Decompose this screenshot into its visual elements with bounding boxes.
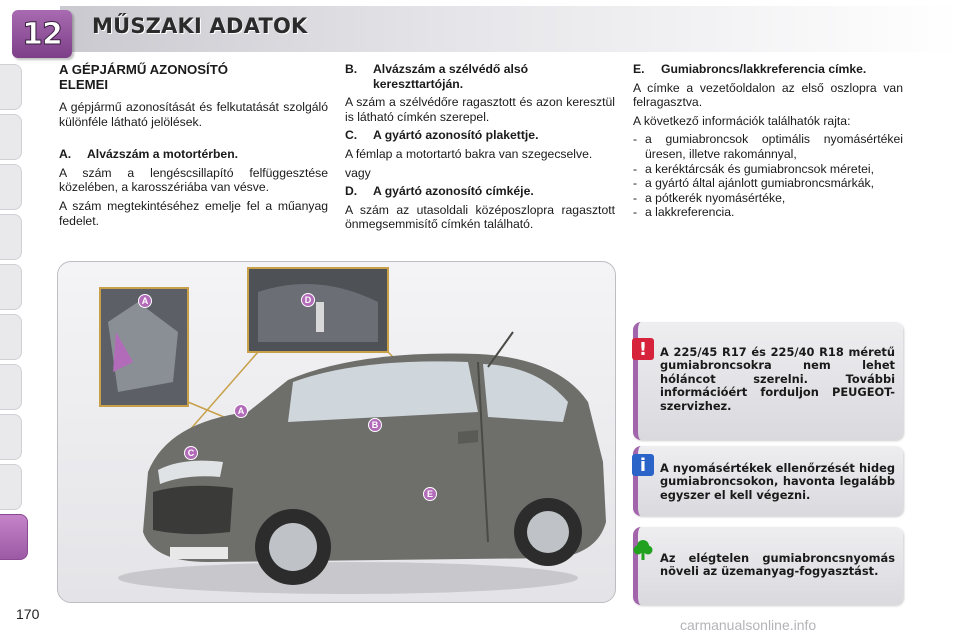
list-item: - a gyártó által ajánlott gumiabroncsmárkák, — [633, 176, 903, 191]
item-label: E. — [633, 62, 645, 76]
tree-icon — [632, 539, 654, 561]
section-heading-line: A GÉPJÁRMŰ AZONOSÍTÓ — [59, 62, 229, 77]
item-title: Alvázszám a motortérben. — [87, 147, 239, 162]
warning-text: A 225/45 R17 és 225/40 R18 méretű gumiabroncsokra nem lehet hóláncot szerelni. További információért forduljon PEUGEOT-szervizhez. — [660, 345, 895, 413]
item-title: A gyártó azonosító címkéje. — [373, 184, 534, 199]
chapter-tab[interactable] — [0, 214, 22, 260]
column-identification-intro — [59, 62, 328, 232]
marker-a: A — [234, 404, 248, 418]
info-notice — [633, 446, 903, 516]
chapter-number: 12 — [22, 16, 62, 52]
page-header — [0, 0, 960, 58]
column-tyre-label — [633, 62, 903, 224]
item-a-heading — [59, 147, 328, 162]
item-a-text: A szám megtekintéséhez emelje fel a műanyag fedelet. — [59, 198, 328, 228]
section-heading-line: ELEMEI — [59, 77, 109, 92]
list-item: - a keréktárcsák és gumiabroncsok méretei, — [633, 162, 903, 177]
eco-text: Az elégtelen gumiabroncsnyomás növeli az üzemanyag-fogyasztást. — [660, 551, 895, 579]
item-c-text: A fémlap a motortartó bakra van szegecselve. — [345, 146, 593, 161]
info-icon — [632, 454, 654, 476]
eco-notice — [633, 527, 903, 605]
item-title: Gumiabroncs/lakkreferencia címke. — [661, 62, 867, 76]
list-item: - a lakkreferencia. — [633, 205, 903, 220]
item-b-text: A szám a szélvédőre ragasztott és azon keresztül is látható címkén szerepel. — [345, 95, 615, 124]
marker-c: C — [184, 446, 198, 460]
item-label: D. — [345, 184, 358, 199]
callout-engine-bay — [100, 288, 236, 422]
watermark: carmanualsonline.info — [680, 617, 817, 633]
chapter-tabs — [0, 64, 30, 584]
item-title: A gyártó azonosító plakettje. — [373, 128, 539, 143]
item-e-text: A következő információk találhatók rajta: — [633, 113, 851, 128]
chapter-tab[interactable] — [0, 64, 22, 110]
tree-icon-shape — [633, 539, 653, 561]
marker-d-callout: D — [301, 293, 315, 307]
warning-icon — [632, 338, 654, 360]
chapter-tab[interactable] — [0, 164, 22, 210]
car-body — [118, 332, 606, 594]
chapter-tab-active[interactable] — [0, 514, 28, 560]
chapter-tab[interactable] — [0, 114, 22, 160]
warning-icon-glyph: ! — [638, 338, 648, 360]
item-c-heading — [345, 128, 615, 143]
item-d-heading — [345, 184, 615, 199]
item-title: Alvázszám a szélvédő alsó kereszttartóján. — [373, 62, 529, 91]
item-label: C. — [345, 128, 358, 143]
or-text: vagy — [345, 165, 371, 180]
marker-e: E — [423, 487, 437, 501]
marker-b: B — [368, 418, 382, 432]
chapter-badge — [12, 10, 72, 58]
marker-a-callout: A — [138, 294, 152, 308]
item-e-heading — [633, 62, 903, 77]
chapter-tab[interactable] — [0, 464, 22, 510]
item-e-text: A címke a vezetőoldalon az első oszlopra van felragasztva. — [633, 80, 903, 110]
column-identification-items — [345, 62, 615, 236]
page-title: MŰSZAKI ADATOK — [92, 14, 308, 38]
car-drawing — [58, 262, 616, 603]
list-item: - a pótkerék nyomásértéke, — [633, 191, 903, 206]
intro-text: A gépjármű azonosítását és felkutatását szolgáló különféle látható jelölések. — [59, 100, 328, 129]
list-item: - a gumiabroncsok optimális nyomásértékei üresen, illetve rakománnyal, — [633, 132, 903, 161]
info-text: A nyomásértékek ellenőrzését hideg gumiabroncsokon, havonta legalább egyszer el kell végezni. — [660, 461, 895, 502]
section-heading — [59, 62, 328, 92]
item-label: B. — [345, 62, 358, 76]
chapter-tab[interactable] — [0, 364, 22, 410]
item-label: A. — [59, 147, 72, 162]
chapter-tab[interactable] — [0, 264, 22, 310]
tyre-info-list — [633, 132, 903, 220]
item-d-text: A szám az utasoldali középoszlopra ragasztott önmegsemmisítő címkén található. — [345, 202, 615, 232]
page-number: 170 — [16, 606, 40, 622]
item-b-heading — [345, 62, 615, 91]
warning-notice — [633, 322, 903, 440]
chapter-tab[interactable] — [0, 414, 22, 460]
vehicle-identification-illustration — [57, 261, 616, 603]
item-a-text: A szám a lengéscsillapító felfüggesztése közelében, a karosszériába van vésve. — [59, 165, 328, 195]
info-icon-glyph: i — [639, 454, 647, 476]
chapter-tab[interactable] — [0, 314, 22, 360]
